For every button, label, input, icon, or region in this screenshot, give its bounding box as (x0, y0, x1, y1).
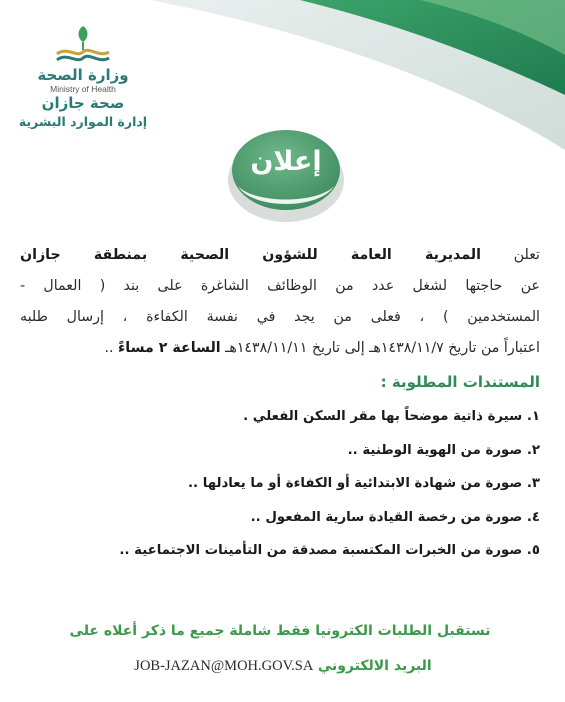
announcement-title: إعلان (250, 146, 322, 177)
announcement-deadline-time: الساعة ٢ مساءً (118, 340, 221, 356)
logo-ministry-english: Ministry of Health (50, 84, 116, 94)
announcement-body (20, 240, 540, 568)
document-item: ٤. صورة من رخصة القيادة سارية المفعول .. (250, 509, 540, 525)
logo-ministry-arabic: وزارة الصحة (37, 66, 129, 84)
logo-region-arabic: صحة جازان (41, 94, 125, 112)
document-item: ٢. صورة من الهوية الوطنية .. (347, 442, 540, 458)
announcement-line-2: عن حاجتها لشغل عدد من الوظائف الشاغرة على بند ( العمال - (20, 278, 540, 294)
email-address-link[interactable]: JOB-JAZAN@MOH.GOV.SA (134, 658, 314, 674)
moh-emblem-icon (43, 22, 123, 66)
announcement-footer (20, 616, 540, 680)
announcement-dates: اعتباراً من تاريخ ١٤٣٨/١١/٧هـ إلى تاريخ ١٤٣٨/١١/١١هـ (225, 340, 540, 356)
announcement-line-4-end: .. (104, 340, 114, 356)
email-row (20, 652, 540, 680)
documents-list (20, 400, 540, 568)
moh-logo (8, 22, 158, 130)
document-item: ١. سيرة ذاتية موضحاً بها مقر السكن الفعلي . (243, 409, 540, 424)
announcement-line-1 (20, 240, 540, 271)
announcement-lead: تعلن (513, 247, 540, 263)
logo-department-arabic: إدارة الموارد البشرية (18, 114, 148, 129)
submission-note: تستقبل الطلبات الكترونيا فقط شاملة جميع ما ذكر أعلاه على (69, 623, 491, 639)
announcement-line-3: المستخدمين ) ، فعلى من يجد في نفسة الكفاءة ، إرسال طلبه (20, 309, 540, 325)
document-item: ٥. صورة من الخبرات المكتسبة مصدقة من التأمينات الاجتماعية .. (119, 543, 540, 558)
document-item: ٣. صورة من شهادة الابتدائية أو الكفاءة أو ما يعادلها .. (187, 476, 540, 491)
announcement-org: المديرية العامة للشؤون الصحية بمنطقة جازان (20, 247, 481, 263)
email-label: البريد الالكتروني (317, 658, 432, 674)
announcement-line-4 (20, 333, 540, 364)
documents-heading: المستندات المطلوبة : (380, 373, 540, 391)
